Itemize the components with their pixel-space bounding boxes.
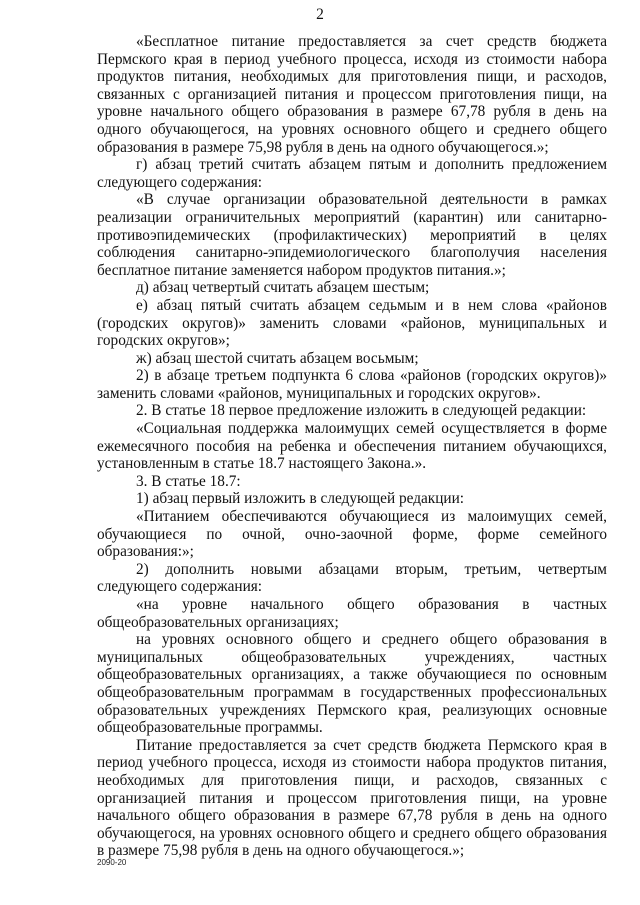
document-code: 2090-20 (97, 858, 127, 867)
paragraph: «на уровне начального общего образования в частных общеобразовательных организациях; (97, 596, 607, 631)
page-number: 2 (316, 6, 324, 23)
paragraph: 2) в абзаце третьем подпункта 6 слова «районов (городских округов)» заменить словами «районов, муниципальных и городских округов». (97, 367, 607, 402)
paragraph: «Социальная поддержка малоимущих семей осуществляется в форме ежемесячного пособия на ребенка и обеспечения питанием обучающихся, установленным в статье 18.7 настоящего Закона.». (97, 420, 607, 473)
paragraph: д) абзац четвертый считать абзацем шестым; (136, 279, 430, 297)
paragraph: 2. В статье 18 первое предложение изложить в следующей редакции: (136, 402, 587, 420)
document-body (97, 33, 607, 860)
paragraph: «Питанием обеспечиваются обучающиеся из малоимущих семей, обучающиеся по очной, очно-заочной форме, форме семейного образования:»; (97, 508, 607, 561)
paragraph: 1) абзац первый изложить в следующей редакции: (136, 490, 465, 508)
paragraph: е) абзац пятый считать абзацем седьмым и в нем слова «районов (городских округов)» заменить словами «районов, муниципальных и городских округов»; (97, 296, 607, 350)
paragraph: 3. В статье 18.7: (136, 472, 241, 490)
paragraph: на уровнях основного общего и среднего общего образования в муниципальных общеобразовательных учреждениях, частных общеобразовательных организациях, а также обучающиеся по основным общеобразовательным программам в государственных профессиональных образовательных учреждениях Пермского края, реализующих основные общеобразовательные программы. (97, 631, 607, 737)
paragraph: 2) дополнить новыми абзацами вторым, третьим, четвертым следующего содержания: (97, 560, 607, 596)
paragraph: «В случае организации образовательной деятельности в рамках реализации ограничительных мероприятий (карантин) или санитарно-противоэпидемических (профилактических) мероприятий в целях соблюдения санитарно-эпидемиологического благополучия населения бесплатное питание заменяется набором продуктов питания.»; (97, 191, 607, 279)
paragraph: Питание предоставляется за счет средств бюджета Пермского края в период учебного процесса, исходя из стоимости набора продуктов питания, необходимых для приготовления пищи, и расходов, связанных с организацией питания и процессом приготовления пищи, на уровне начального общего образования в размере 67,78 рубля в день на одного обучающегося, на уровнях основного общего и среднего общего образования в размере 75,98 рубля в день на одного обучающегося.»; (97, 736, 607, 860)
paragraph: ж) абзац шестой считать абзацем восьмым; (136, 349, 419, 367)
paragraph: г) абзац третий считать абзацем пятым и дополнить предложением следующего содержания: (97, 156, 607, 191)
paragraph: «Бесплатное питание предоставляется за счет средств бюджета Пермского края в период учебного процесса, исходя из стоимости набора продуктов питания, необходимых для приготовления пищи, и расходов, связанных с организацией питания и процессом приготовления пищи, на уровне начального общего образования в размере 67,78 рубля в день на одного обучающегося, на уровнях основного общего и среднего общего образования в размере 75,98 рубля в день на одного обучающегося.»; (97, 33, 607, 156)
